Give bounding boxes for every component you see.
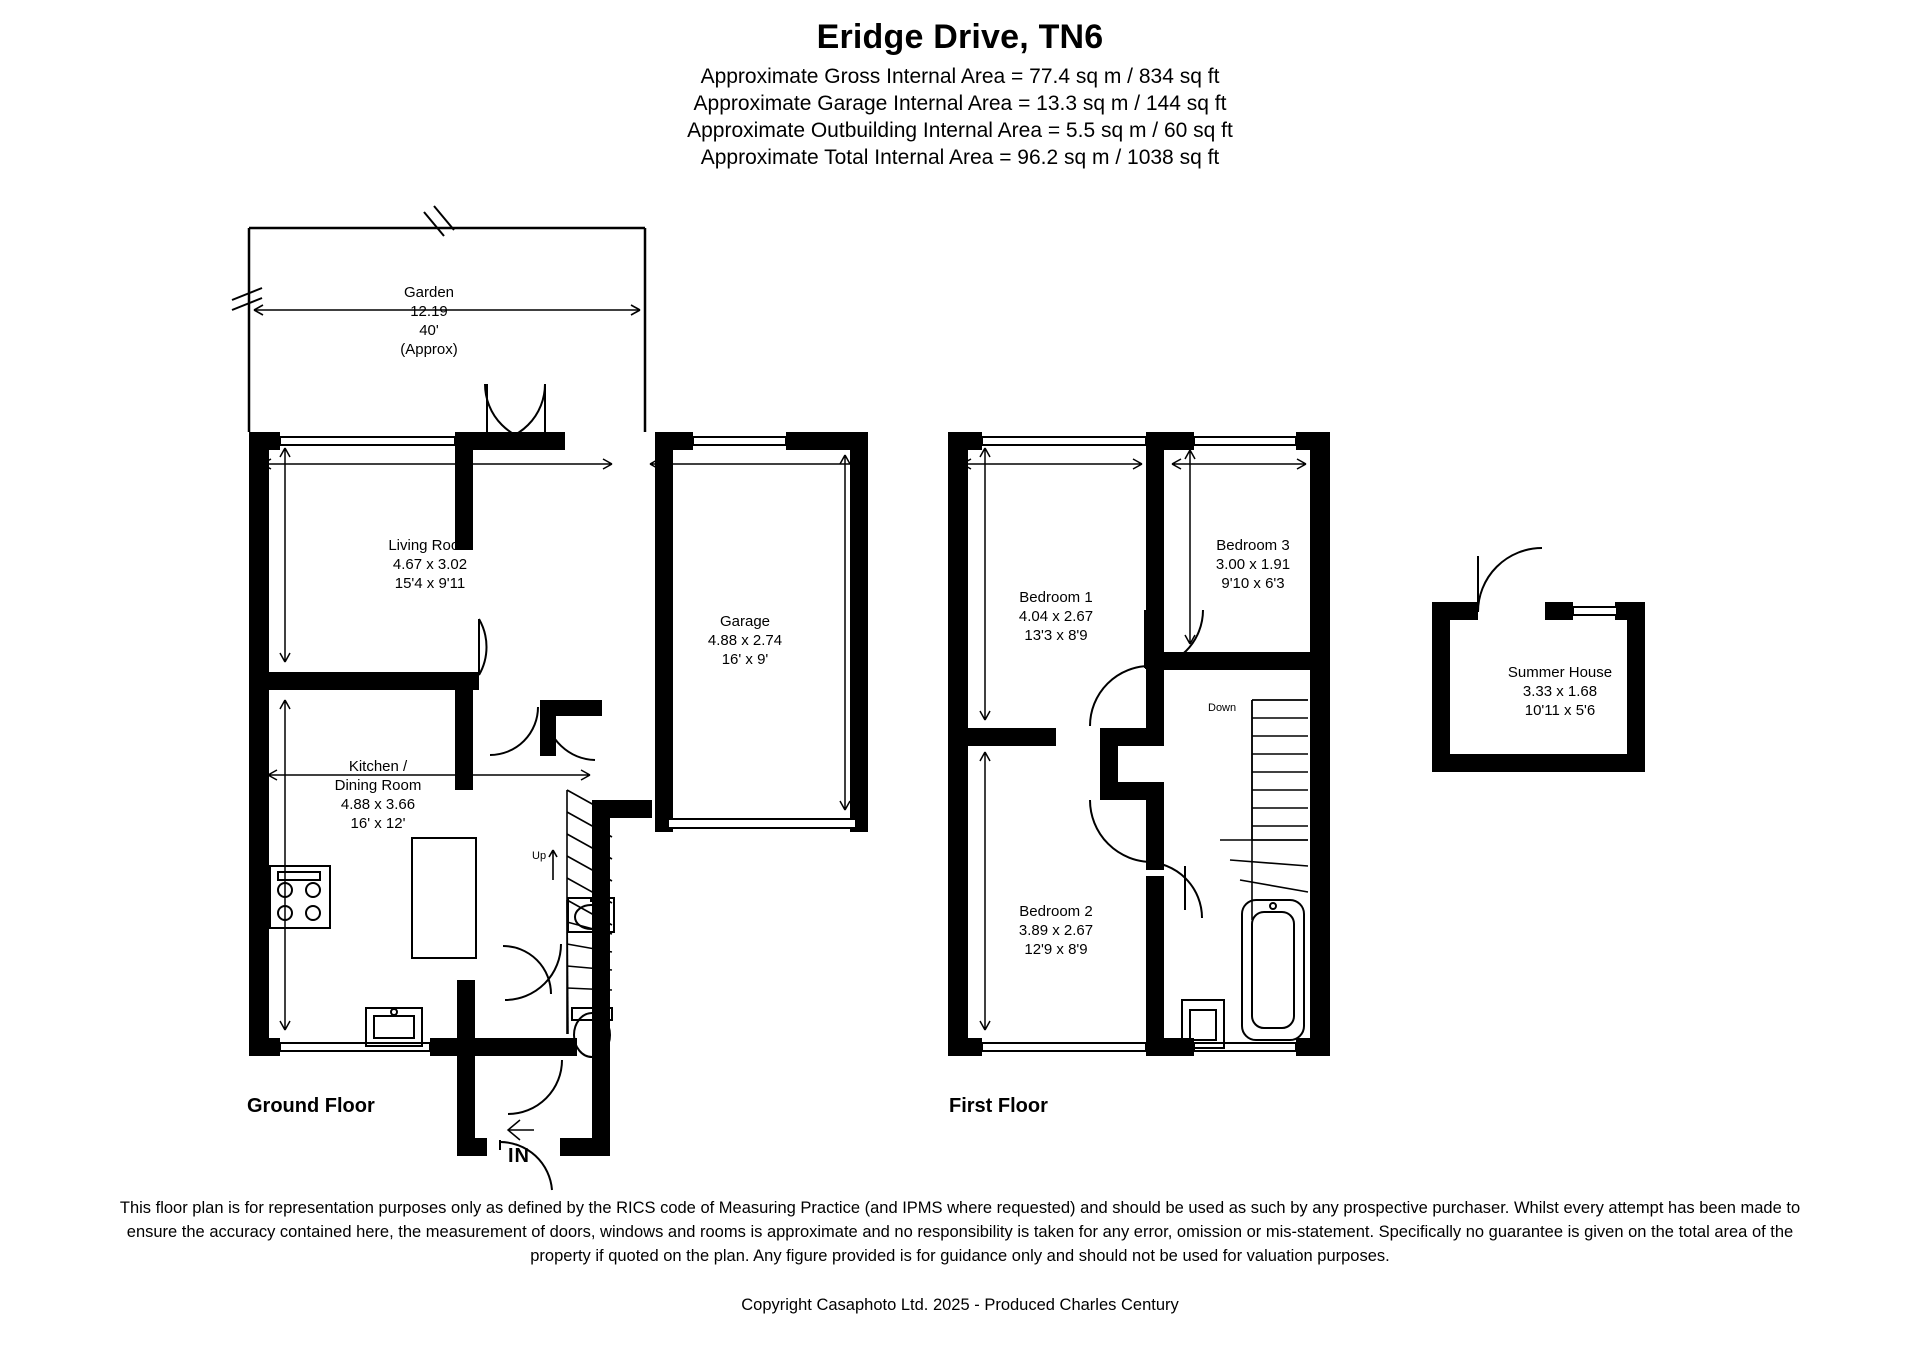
area-line-outbuilding: Approximate Outbuilding Internal Area = 5.5 sq m / 60 sq ft	[687, 119, 1233, 142]
stairs-down-label: Down	[1208, 702, 1237, 714]
bedroom1-name: Bedroom 1	[1019, 589, 1093, 606]
entrance-arrow-icon	[508, 1120, 534, 1140]
kitchen-imperial: 16' x 12'	[350, 815, 406, 832]
disclaimer-text: This floor plan is for representation purposes only as defined by the RICS code of Measuring Practice (and IPMS where requested) and should be used as such by any prospective purchaser. Whilst every attempt has been made to ensure the accuracy contained here, the measurement of doors, windows and rooms is approximate and no responsibility is taken for any error, omission or mis-statement. Specifically no guarantee is given on the total area of the property if quoted on the plan. Any figure provided is for guidance only and should not be used for valuation purposes.	[119, 1199, 1801, 1265]
room-label-living-room	[388, 536, 471, 593]
page-title: Eridge Drive, TN6	[816, 18, 1104, 56]
kitchen-sink-icon	[366, 1008, 422, 1046]
stairs-first	[1220, 700, 1308, 920]
garage-name: Garage	[719, 613, 771, 630]
garden-metric: 12.19	[410, 303, 448, 320]
ground-floor-label: Ground Floor	[247, 1095, 375, 1117]
room-label-summer-house	[1508, 663, 1612, 720]
kitchen-metric: 4.88 x 3.66	[340, 796, 416, 813]
room-label-garden	[400, 283, 458, 359]
garden-imperial: 40'	[419, 322, 439, 339]
room-label-bedroom-2	[1019, 902, 1093, 959]
summer-house-imperial: 10'11 x 5'6	[1524, 702, 1596, 719]
door-swings-ground	[479, 384, 595, 1190]
kitchen-name-line2: Dining Room	[334, 777, 422, 794]
garden-approx: (Approx)	[400, 341, 458, 358]
first-floor-label: First Floor	[949, 1095, 1048, 1117]
bedroom2-metric: 3.89 x 2.67	[1018, 922, 1094, 939]
room-label-bedroom-3	[1216, 536, 1290, 593]
living-room-imperial: 15'4 x 9'11	[394, 575, 466, 592]
garage-metric: 4.88 x 2.74	[707, 632, 783, 649]
room-label-bedroom-1	[1019, 588, 1093, 645]
copyright-text: Copyright Casaphoto Ltd. 2025 - Produced Charles Century	[741, 1296, 1179, 1314]
kitchen-name-line1: Kitchen /	[348, 758, 408, 775]
living-room-metric: 4.67 x 3.02	[392, 556, 468, 573]
bedroom3-name: Bedroom 3	[1216, 537, 1290, 554]
bedroom3-metric: 3.00 x 1.91	[1215, 556, 1291, 573]
garage-imperial: 16' x 9'	[721, 651, 769, 668]
entrance-label: IN	[508, 1145, 530, 1167]
area-line-total: Approximate Total Internal Area = 96.2 sq m / 1038 sq ft	[700, 146, 1220, 169]
summer-house-name: Summer House	[1507, 664, 1613, 681]
room-label-kitchen-dining	[335, 757, 422, 833]
bedroom1-metric: 4.04 x 2.67	[1018, 608, 1094, 625]
garden-name: Garden	[403, 284, 455, 301]
stairs-up-arrow	[549, 850, 557, 880]
kitchen-counter	[412, 838, 476, 958]
kitchen-hob-icon	[270, 866, 330, 928]
bedroom3-imperial: 9'10 x 6'3	[1221, 575, 1285, 592]
summer-house-metric: 3.33 x 1.68	[1522, 683, 1598, 700]
living-room-name: Living Room	[388, 537, 472, 554]
stairs-up-label: Up	[532, 850, 547, 862]
bedroom2-name: Bedroom 2	[1019, 903, 1093, 920]
area-line-garage: Approximate Garage Internal Area = 13.3 sq m / 144 sq ft	[693, 92, 1227, 115]
bedroom2-imperial: 12'9 x 8'9	[1024, 941, 1088, 958]
first-floor-walls	[948, 432, 1330, 1056]
bedroom1-imperial: 13'3 x 8'9	[1024, 627, 1088, 644]
area-line-gross: Approximate Gross Internal Area = 77.4 sq m / 834 sq ft	[700, 65, 1220, 88]
dimension-arrows-ground	[262, 448, 862, 1030]
summer-house-door-swing	[1478, 548, 1542, 612]
room-label-garage	[708, 612, 782, 669]
bathtub-icon	[1242, 900, 1304, 1040]
